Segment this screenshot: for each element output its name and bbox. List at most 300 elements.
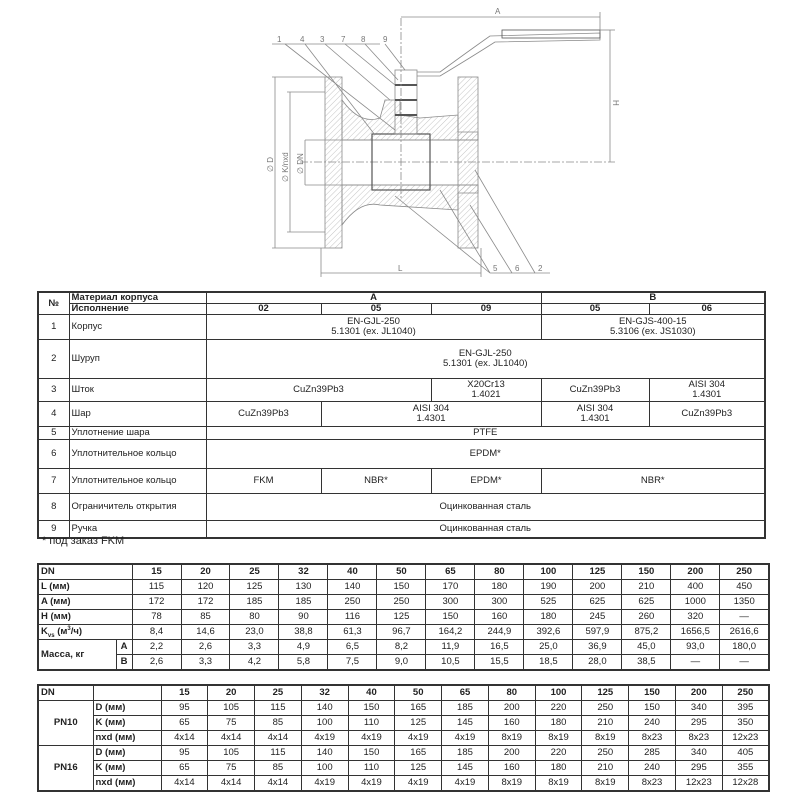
dimension-value: 200 xyxy=(573,580,622,595)
material-value: NBR* xyxy=(321,469,431,494)
flange-value: 150 xyxy=(348,746,395,761)
flange-value: 145 xyxy=(442,761,489,776)
material-row xyxy=(38,494,765,521)
header-execution: Исполнение xyxy=(69,304,206,315)
flange-value: 405 xyxy=(722,746,769,761)
material-value: EN-GJL-250 5.1301 (ex. JL1040) xyxy=(206,340,765,379)
flange-value: 65 xyxy=(161,761,208,776)
row-label: L (мм) xyxy=(38,580,132,595)
material-row xyxy=(38,402,765,427)
material-value: EPDM* xyxy=(431,469,541,494)
flange-value: 8x23 xyxy=(629,776,676,792)
dimension-value: 170 xyxy=(426,580,475,595)
flange-value: 185 xyxy=(442,701,489,716)
part-name: Ручка xyxy=(69,521,206,539)
material-value: X20Cr13 1.4021 xyxy=(431,379,541,402)
dimension-value: 400 xyxy=(671,580,720,595)
dn-value: 80 xyxy=(488,685,535,701)
dimension-value: 320 xyxy=(671,610,720,625)
flange-value: 250 xyxy=(582,746,629,761)
dimension-value: 597,9 xyxy=(573,625,622,640)
row-number: 4 xyxy=(38,402,69,427)
dimension-value: 85 xyxy=(181,610,230,625)
flange-row xyxy=(38,746,769,761)
row-number: 3 xyxy=(38,379,69,402)
valve-drawing xyxy=(0,0,800,285)
part-name: Шар xyxy=(69,402,206,427)
flange-value: 100 xyxy=(301,716,348,731)
mass-value: 16,5 xyxy=(475,640,524,655)
flange-value: 145 xyxy=(442,716,489,731)
dimension-value: 875,2 xyxy=(622,625,671,640)
dimension-value: 180 xyxy=(475,580,524,595)
mass-value: 2,6 xyxy=(181,640,230,655)
dimension-value: 8,4 xyxy=(132,625,181,640)
dimension-value: 38,8 xyxy=(279,625,328,640)
dn-value: 40 xyxy=(348,685,395,701)
row-label: H (мм) xyxy=(38,610,132,625)
empty-header xyxy=(93,685,161,701)
dimension-value: 23,0 xyxy=(230,625,279,640)
material-value: PTFE xyxy=(206,427,765,440)
flange-value: 200 xyxy=(488,701,535,716)
header-row xyxy=(38,564,769,580)
dn-value: 15 xyxy=(132,564,181,580)
flange-value: 210 xyxy=(582,716,629,731)
material-value: AISI 304 1.4301 xyxy=(321,402,541,427)
flange-value: 4x19 xyxy=(301,731,348,746)
flange-value: 220 xyxy=(535,746,582,761)
row-number: 5 xyxy=(38,427,69,440)
material-value: EN-GJS-400-15 5.3106 (ex. JS1030) xyxy=(541,315,765,340)
flange-value: 8x23 xyxy=(675,731,722,746)
part-name: Корпус xyxy=(69,315,206,340)
part-label: 1 xyxy=(277,35,282,44)
header-variant: 02 xyxy=(206,304,321,315)
dimension-value: 125 xyxy=(377,610,426,625)
dimensions-table xyxy=(37,563,770,671)
dn-value: 65 xyxy=(426,564,475,580)
header-no: № xyxy=(38,292,69,315)
flange-value: 115 xyxy=(255,746,302,761)
flange-value: 295 xyxy=(675,761,722,776)
dimension-value: 300 xyxy=(475,595,524,610)
mass-label: Масса, кг xyxy=(38,640,116,671)
flange-value: 165 xyxy=(395,746,442,761)
flange-row xyxy=(38,716,769,731)
flange-value: 8x19 xyxy=(535,731,582,746)
mass-row xyxy=(38,640,769,655)
material-value: FKM xyxy=(206,469,321,494)
dimension-value: 164,2 xyxy=(426,625,475,640)
row-number: 7 xyxy=(38,469,69,494)
flange-row xyxy=(38,761,769,776)
dn-value: 100 xyxy=(524,564,573,580)
header-material: Материал корпуса xyxy=(69,292,206,304)
flange-value: 4x19 xyxy=(442,731,489,746)
material-row xyxy=(38,379,765,402)
flange-value: 100 xyxy=(301,761,348,776)
flange-value: 140 xyxy=(301,701,348,716)
row-label: nxd (мм) xyxy=(93,776,161,792)
dimension-value: 90 xyxy=(279,610,328,625)
dn-value: 15 xyxy=(161,685,208,701)
right-flange xyxy=(458,77,478,248)
dn-value: 40 xyxy=(328,564,377,580)
material-value: EPDM* xyxy=(206,440,765,469)
part-label: 5 xyxy=(493,264,498,273)
pressure-class: PN16 xyxy=(38,746,93,792)
dn-value: 200 xyxy=(675,685,722,701)
header-variant: 05 xyxy=(541,304,649,315)
dimension-row xyxy=(38,580,769,595)
row-label: D (мм) xyxy=(93,746,161,761)
dimension-value: 185 xyxy=(279,595,328,610)
part-label: 9 xyxy=(383,35,388,44)
dimension-value: 1656,5 xyxy=(671,625,720,640)
material-value: Оцинкованная сталь xyxy=(206,494,765,521)
flange-value: 295 xyxy=(675,716,722,731)
flange-value: 185 xyxy=(442,746,489,761)
flange-value: 75 xyxy=(208,716,255,731)
row-label xyxy=(38,625,132,640)
dimension-value: 80 xyxy=(230,610,279,625)
materials-table xyxy=(37,291,766,539)
label-sub: vs xyxy=(47,632,55,639)
label-part: /ч) xyxy=(70,626,83,637)
mass-value: 15,5 xyxy=(475,655,524,671)
material-value: EN-GJL-250 5.1301 (ex. JL1040) xyxy=(206,315,541,340)
dimension-value: 130 xyxy=(279,580,328,595)
mass-value: 38,5 xyxy=(622,655,671,671)
dimension-value: 172 xyxy=(132,595,181,610)
mass-value: 180,0 xyxy=(720,640,769,655)
dimension-value: 260 xyxy=(622,610,671,625)
mass-value: 3,3 xyxy=(181,655,230,671)
mass-value: 4,9 xyxy=(279,640,328,655)
part-name: Уплотнительное кольцо xyxy=(69,469,206,494)
header-row xyxy=(38,292,765,304)
dn-value: 100 xyxy=(535,685,582,701)
flange-value: 4x14 xyxy=(255,731,302,746)
flange-value: 8x19 xyxy=(582,776,629,792)
dn-value: 150 xyxy=(629,685,676,701)
label-sup: 3 xyxy=(67,625,71,632)
flange-value: 4x19 xyxy=(442,776,489,792)
dn-value: 25 xyxy=(230,564,279,580)
dimension-value: 300 xyxy=(426,595,475,610)
flange-value: 4x14 xyxy=(161,731,208,746)
dn-value: 150 xyxy=(622,564,671,580)
mass-value: 5,8 xyxy=(279,655,328,671)
dimension-value: 450 xyxy=(720,580,769,595)
dimension-value: 185 xyxy=(230,595,279,610)
dimension-value: 525 xyxy=(524,595,573,610)
material-value: CuZn39Pb3 xyxy=(206,402,321,427)
row-label: nxd (мм) xyxy=(93,731,161,746)
part-label: 6 xyxy=(515,264,520,273)
part-name: Ограничитель открытия xyxy=(69,494,206,521)
dn-label: DN xyxy=(38,685,93,701)
dn-value: 65 xyxy=(442,685,489,701)
material-row xyxy=(38,521,765,539)
flange-value: 200 xyxy=(488,746,535,761)
dimension-value: 1350 xyxy=(720,595,769,610)
pressure-class: PN10 xyxy=(38,701,93,746)
header-variant: 06 xyxy=(649,304,765,315)
row-number: 6 xyxy=(38,440,69,469)
dn-value: 32 xyxy=(279,564,328,580)
flange-value: 210 xyxy=(582,761,629,776)
dimension-value: 140 xyxy=(328,580,377,595)
flange-value: 110 xyxy=(348,716,395,731)
flange-value: 95 xyxy=(161,701,208,716)
flange-value: 4x14 xyxy=(161,776,208,792)
mass-value: — xyxy=(671,655,720,671)
flange-value: 150 xyxy=(348,701,395,716)
mass-row xyxy=(38,655,769,671)
flange-value: 8x19 xyxy=(582,731,629,746)
dimension-row xyxy=(38,610,769,625)
dn-value: 50 xyxy=(395,685,442,701)
dimension-h-label: H xyxy=(611,100,620,106)
dimension-value: 2616,6 xyxy=(720,625,769,640)
dn-value: 80 xyxy=(475,564,524,580)
dimension-value: 244,9 xyxy=(475,625,524,640)
dimension-value: 160 xyxy=(475,610,524,625)
flange-value: 12x28 xyxy=(722,776,769,792)
flange-row xyxy=(38,731,769,746)
row-number: 8 xyxy=(38,494,69,521)
flange-value: 350 xyxy=(722,716,769,731)
header-group-a: A xyxy=(206,292,541,304)
flange-value: 85 xyxy=(255,716,302,731)
flange-value: 8x23 xyxy=(629,731,676,746)
flange-value: 150 xyxy=(629,701,676,716)
flange-value: 12x23 xyxy=(675,776,722,792)
flange-value: 85 xyxy=(255,761,302,776)
part-label: 3 xyxy=(320,35,325,44)
mass-value: 4,2 xyxy=(230,655,279,671)
part-label: 2 xyxy=(538,264,543,273)
flange-value: 4x14 xyxy=(208,776,255,792)
dn-value: 25 xyxy=(255,685,302,701)
material-row xyxy=(38,469,765,494)
flange-value: 180 xyxy=(535,716,582,731)
dimension-value: 150 xyxy=(377,580,426,595)
flange-value: 4x19 xyxy=(348,731,395,746)
flange-value: 355 xyxy=(722,761,769,776)
material-value: AISI 304 1.4301 xyxy=(541,402,649,427)
mass-value: 45,0 xyxy=(622,640,671,655)
flange-value: 240 xyxy=(629,716,676,731)
flange-value: 250 xyxy=(582,701,629,716)
material-row xyxy=(38,427,765,440)
mass-value: 93,0 xyxy=(671,640,720,655)
flange-value: 95 xyxy=(161,746,208,761)
dimension-value: 120 xyxy=(181,580,230,595)
flange-value: 340 xyxy=(675,701,722,716)
flange-value: 220 xyxy=(535,701,582,716)
dimension-a-label: A xyxy=(495,7,501,16)
label-part: (м xyxy=(54,626,68,637)
dn-value: 250 xyxy=(722,685,769,701)
flange-value: 160 xyxy=(488,716,535,731)
material-value: CuZn39Pb3 xyxy=(649,402,765,427)
flange-value: 4x19 xyxy=(395,731,442,746)
material-row xyxy=(38,340,765,379)
flanges-table xyxy=(37,684,770,792)
mass-value: 8,2 xyxy=(377,640,426,655)
dn-value: 32 xyxy=(301,685,348,701)
dn-value: 20 xyxy=(208,685,255,701)
mass-variant: A xyxy=(116,640,132,655)
mass-value: 7,5 xyxy=(328,655,377,671)
dimension-value: 125 xyxy=(230,580,279,595)
mass-value: 36,9 xyxy=(573,640,622,655)
dimension-value: 250 xyxy=(377,595,426,610)
header-row xyxy=(38,685,769,701)
flange-value: 160 xyxy=(488,761,535,776)
flange-value: 285 xyxy=(629,746,676,761)
dimension-value: 116 xyxy=(328,610,377,625)
mass-value: — xyxy=(720,655,769,671)
part-name: Шуруп xyxy=(69,340,206,379)
flange-value: 4x19 xyxy=(395,776,442,792)
row-number: 2 xyxy=(38,340,69,379)
flange-value: 180 xyxy=(535,761,582,776)
handle xyxy=(417,33,600,76)
mass-value: 6,5 xyxy=(328,640,377,655)
mass-value: 11,9 xyxy=(426,640,475,655)
mass-variant: B xyxy=(116,655,132,671)
mass-value: 2,6 xyxy=(132,655,181,671)
dimension-value: 250 xyxy=(328,595,377,610)
dimension-value: 78 xyxy=(132,610,181,625)
dimension-row xyxy=(38,595,769,610)
flange-value: 140 xyxy=(301,746,348,761)
header-row xyxy=(38,304,765,315)
material-value: Оцинкованная сталь xyxy=(206,521,765,539)
dimension-value: 392,6 xyxy=(524,625,573,640)
flange-row xyxy=(38,701,769,716)
dimension-value: 625 xyxy=(573,595,622,610)
row-number: 1 xyxy=(38,315,69,340)
flange-value: 110 xyxy=(348,761,395,776)
dn-value: 125 xyxy=(582,685,629,701)
flange-value: 4x19 xyxy=(348,776,395,792)
dimension-value: 172 xyxy=(181,595,230,610)
flange-value: 12x23 xyxy=(722,731,769,746)
row-label: K (мм) xyxy=(93,716,161,731)
mass-value: 10,5 xyxy=(426,655,475,671)
dimension-value: 150 xyxy=(426,610,475,625)
footnote: * под заказ FKM xyxy=(42,535,125,547)
flange-value: 8x19 xyxy=(488,731,535,746)
header-group-b: B xyxy=(541,292,765,304)
header-variant: 09 xyxy=(431,304,541,315)
row-label: D (мм) xyxy=(93,701,161,716)
part-name: Шток xyxy=(69,379,206,402)
flange-value: 8x19 xyxy=(535,776,582,792)
row-label: K (мм) xyxy=(93,761,161,776)
material-row xyxy=(38,440,765,469)
dimension-value: 625 xyxy=(622,595,671,610)
flange-value: 4x19 xyxy=(301,776,348,792)
flange-row xyxy=(38,776,769,792)
left-flange xyxy=(325,77,342,248)
dimension-value: 245 xyxy=(573,610,622,625)
part-label: 8 xyxy=(361,35,366,44)
dimension-value: — xyxy=(720,610,769,625)
flange-value: 65 xyxy=(161,716,208,731)
header-variant: 05 xyxy=(321,304,431,315)
flange-value: 105 xyxy=(208,746,255,761)
mass-value: 25,0 xyxy=(524,640,573,655)
part-name: Уплотнение шара xyxy=(69,427,206,440)
flange-value: 105 xyxy=(208,701,255,716)
flange-value: 340 xyxy=(675,746,722,761)
dn-value: 20 xyxy=(181,564,230,580)
mass-value: 18,5 xyxy=(524,655,573,671)
dn-value: 250 xyxy=(720,564,769,580)
dimension-d-label: ∅ D xyxy=(266,157,275,172)
flange-value: 75 xyxy=(208,761,255,776)
dn-label: DN xyxy=(38,564,132,580)
dn-value: 200 xyxy=(671,564,720,580)
dimension-l-label: L xyxy=(398,264,403,273)
flange-value: 395 xyxy=(722,701,769,716)
material-value: AISI 304 1.4301 xyxy=(649,379,765,402)
dimension-value: 190 xyxy=(524,580,573,595)
flange-value: 125 xyxy=(395,716,442,731)
part-name: Уплотнительное кольцо xyxy=(69,440,206,469)
dimension-k-label: ∅ K/nxd xyxy=(281,152,290,182)
dn-value: 50 xyxy=(377,564,426,580)
dimension-value: 61,3 xyxy=(328,625,377,640)
mass-value: 3,3 xyxy=(230,640,279,655)
dimension-value: 180 xyxy=(524,610,573,625)
dimension-row xyxy=(38,625,769,640)
mass-value: 9,0 xyxy=(377,655,426,671)
label-part: K xyxy=(41,626,48,637)
dn-value: 125 xyxy=(573,564,622,580)
dimension-value: 210 xyxy=(622,580,671,595)
dimension-value: 1000 xyxy=(671,595,720,610)
flange-value: 4x14 xyxy=(208,731,255,746)
flange-value: 8x19 xyxy=(488,776,535,792)
flange-value: 4x14 xyxy=(255,776,302,792)
row-number: 9 xyxy=(38,521,69,539)
material-value: CuZn39Pb3 xyxy=(541,379,649,402)
part-label: 4 xyxy=(300,35,305,44)
dimension-value: 14,6 xyxy=(181,625,230,640)
flange-value: 125 xyxy=(395,761,442,776)
material-row xyxy=(38,315,765,340)
dimension-value: 115 xyxy=(132,580,181,595)
mass-value: 28,0 xyxy=(573,655,622,671)
part-label: 7 xyxy=(341,35,346,44)
flange-value: 240 xyxy=(629,761,676,776)
flange-value: 115 xyxy=(255,701,302,716)
material-value: CuZn39Pb3 xyxy=(206,379,431,402)
dimension-value: 96,7 xyxy=(377,625,426,640)
dimension-dn-label: ∅ DN xyxy=(296,153,305,174)
row-label: A (мм) xyxy=(38,595,132,610)
flange-value: 165 xyxy=(395,701,442,716)
material-value: NBR* xyxy=(541,469,765,494)
mass-value: 2,2 xyxy=(132,640,181,655)
